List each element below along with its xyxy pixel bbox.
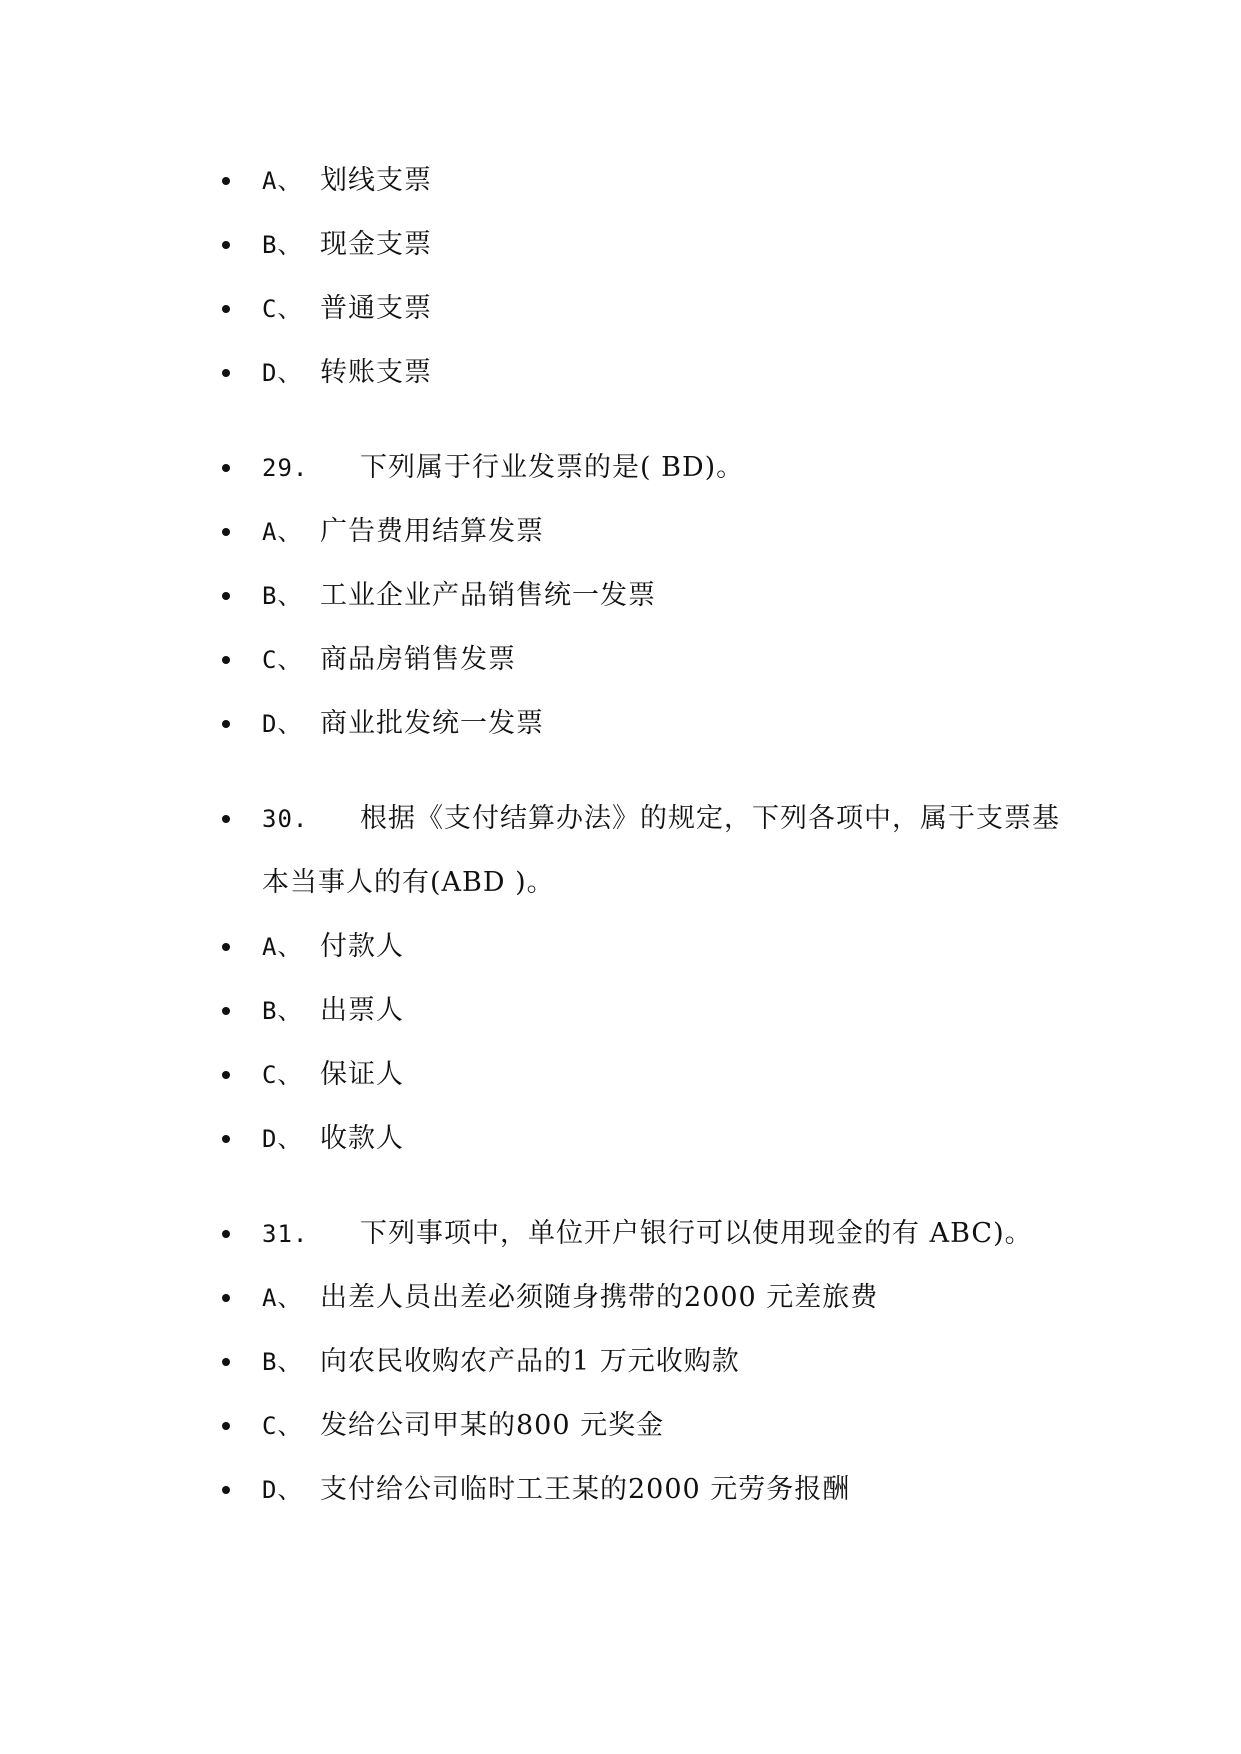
option-text: 发给公司甲某的800 元奖金 — [320, 1410, 665, 1441]
option-text: 广告费用结算发票 — [320, 516, 544, 547]
option-label: C、 — [262, 295, 303, 323]
option-label: D、 — [262, 359, 303, 387]
option-label: B、 — [262, 582, 303, 610]
question-number: 29. — [262, 454, 309, 482]
option-label: B、 — [262, 997, 303, 1025]
bullet-icon — [222, 656, 230, 664]
question-item — [222, 787, 1082, 915]
option-label: B、 — [262, 1348, 303, 1376]
question-text: 根据《支付结算办法》的规定，下列各项中，属于支票基 — [360, 803, 1060, 834]
bullet-icon — [222, 1294, 230, 1302]
question-text: 下列属于行业发票的是( BD)。 — [360, 452, 745, 483]
question-number: 31. — [262, 1220, 309, 1248]
option-text: 向农民收购农产品的1 万元收购款 — [320, 1346, 740, 1377]
option-text: 收款人 — [320, 1123, 404, 1154]
option-text: 保证人 — [320, 1059, 404, 1090]
option-label: A、 — [262, 518, 303, 546]
option-label: C、 — [262, 1412, 303, 1440]
bullet-icon — [222, 1230, 230, 1238]
bullet-icon — [222, 592, 230, 600]
option-text: 出票人 — [320, 995, 404, 1026]
bullet-icon — [222, 1071, 230, 1079]
bullet-icon — [222, 815, 230, 823]
bullet-icon — [222, 528, 230, 536]
option-label: C、 — [262, 1061, 303, 1089]
bullet-icon — [222, 720, 230, 728]
option-text: 转账支票 — [320, 357, 432, 388]
bullet-icon — [222, 1007, 230, 1015]
question-text: 下列事项中，单位开户银行可以使用现金的有 ABC)。 — [360, 1218, 1033, 1249]
bullet-icon — [222, 305, 230, 313]
bullet-icon — [222, 943, 230, 951]
bullet-icon — [222, 1135, 230, 1143]
option-text: 划线支票 — [320, 165, 432, 196]
bullet-icon — [222, 464, 230, 472]
option-text: 支付给公司临时工王某的2000 元劳务报酬 — [320, 1474, 851, 1505]
option-text: 普通支票 — [320, 293, 432, 324]
option-text: 工业企业产品销售统一发票 — [320, 580, 656, 611]
bullet-icon — [222, 177, 230, 185]
option-text: 付款人 — [320, 931, 404, 962]
option-text: 现金支票 — [320, 229, 432, 260]
bullet-icon — [222, 1422, 230, 1430]
bullet-icon — [222, 369, 230, 377]
option-label: A、 — [262, 933, 303, 961]
option-label: A、 — [262, 1284, 303, 1312]
option-label: D、 — [262, 1125, 303, 1153]
option-text: 商品房销售发票 — [320, 644, 516, 675]
option-label: B、 — [262, 231, 303, 259]
question-number: 30. — [262, 805, 309, 833]
bullet-icon — [222, 1486, 230, 1494]
bullet-icon — [222, 1358, 230, 1366]
option-label: D、 — [262, 1476, 303, 1504]
option-label: C、 — [262, 646, 303, 674]
bullet-icon — [222, 241, 230, 249]
question-text-continued: 本当事人的有(ABD )。 — [262, 867, 555, 898]
option-label: D、 — [262, 710, 303, 738]
option-text: 出差人员出差必须随身携带的2000 元差旅费 — [320, 1282, 879, 1313]
option-text: 商业批发统一发票 — [320, 708, 544, 739]
option-label: A、 — [262, 167, 303, 195]
